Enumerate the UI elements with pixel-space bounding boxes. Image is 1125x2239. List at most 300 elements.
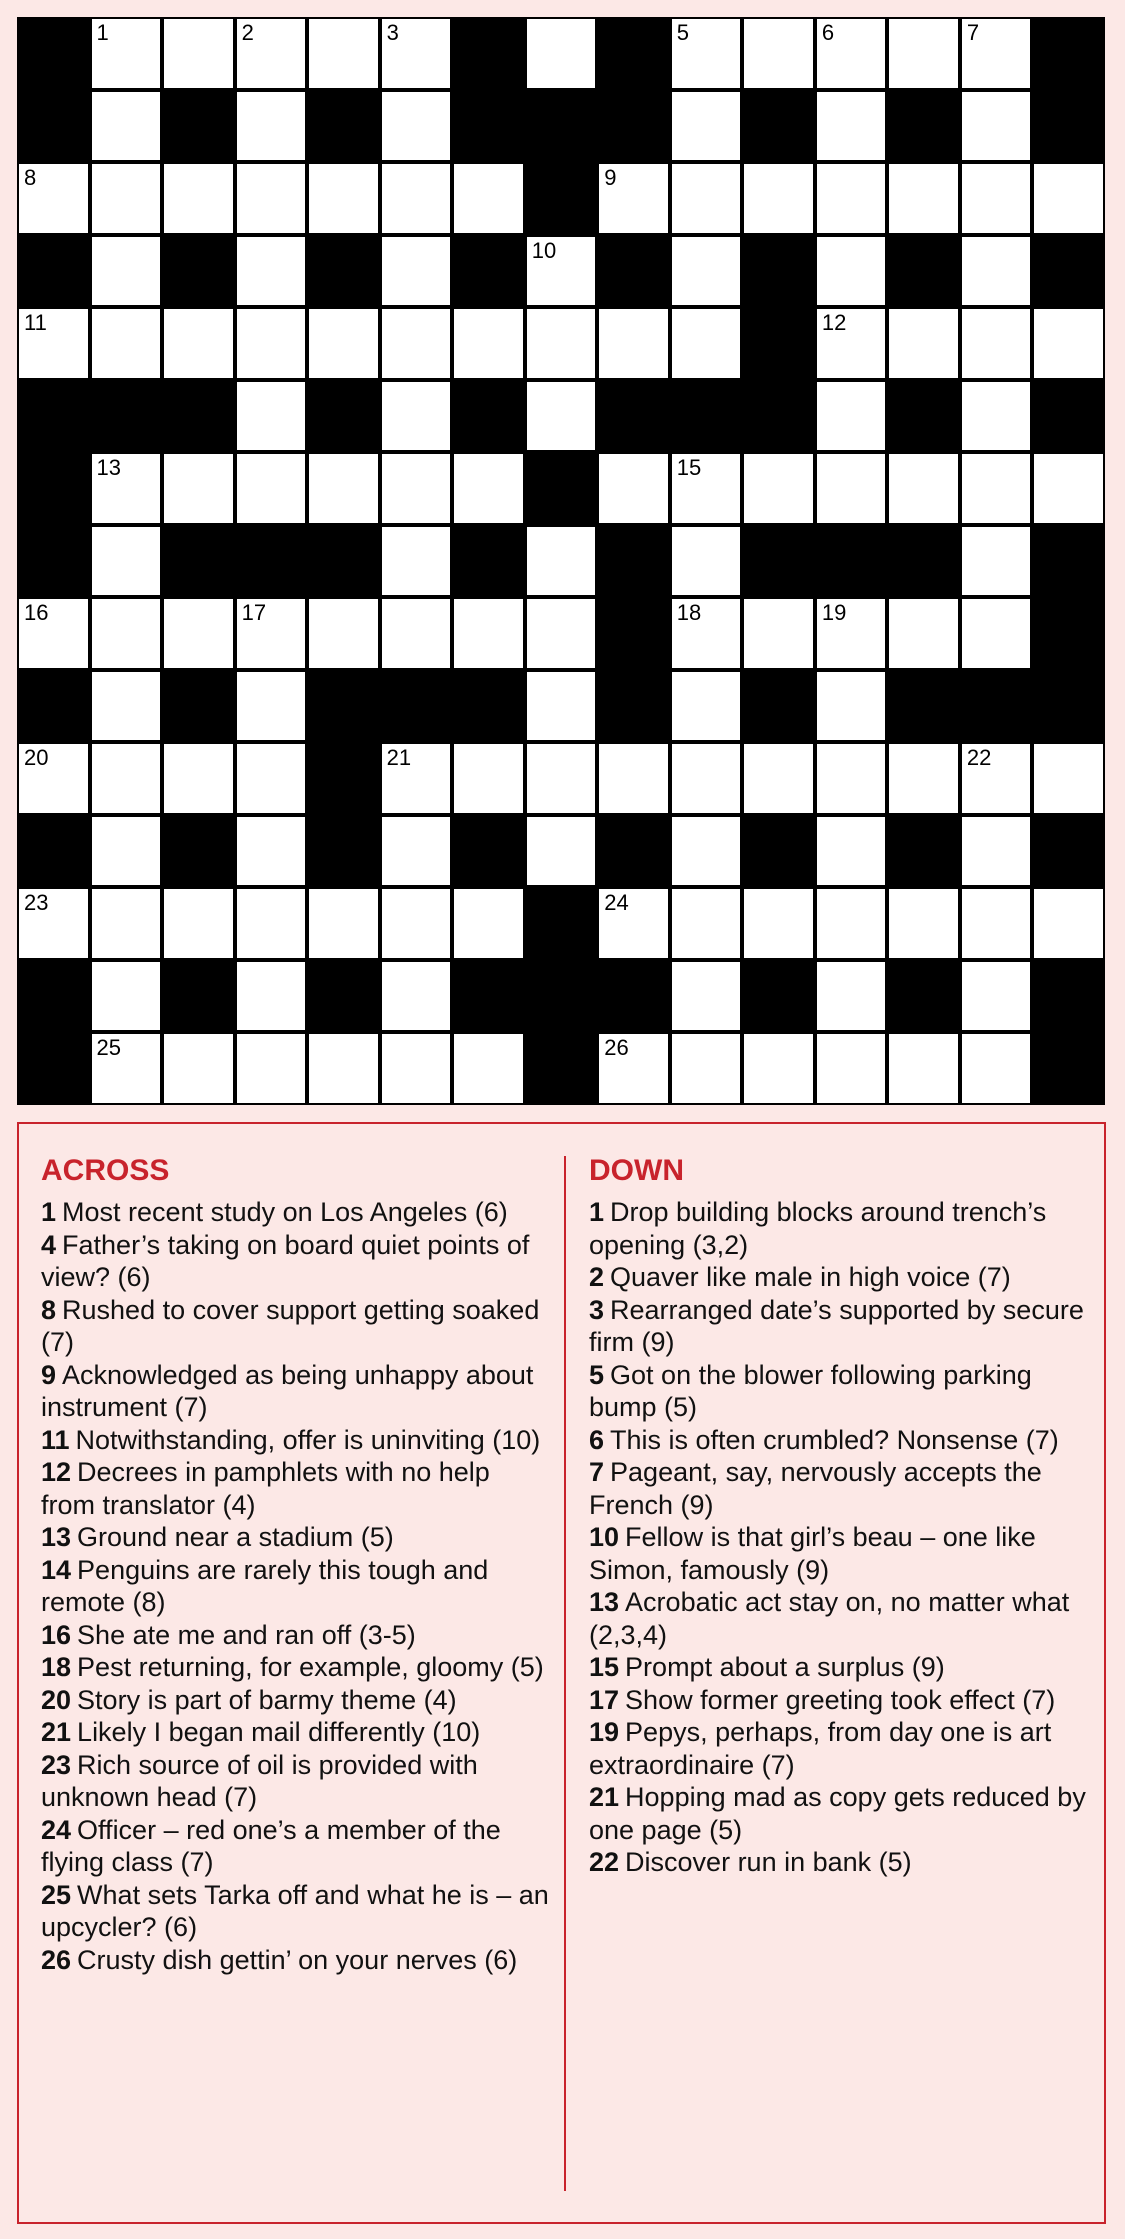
grid-cell[interactable]	[307, 17, 380, 90]
cell-number: 24	[604, 890, 629, 916]
grid-block	[17, 452, 90, 525]
grid-block	[452, 960, 525, 1033]
grid-block	[597, 960, 670, 1033]
grid-block	[525, 452, 598, 525]
grid-block	[887, 670, 960, 743]
grid-cell[interactable]	[960, 162, 1033, 235]
cell-number: 22	[966, 745, 992, 771]
grid-cell[interactable]	[742, 597, 815, 670]
down-clue	[589, 1456, 1089, 1521]
column-divider	[564, 1156, 566, 2191]
clue-number: 14	[41, 1554, 72, 1585]
grid-cell[interactable]	[525, 815, 598, 888]
cell-number: 19	[821, 600, 847, 626]
grid-cell[interactable]	[887, 162, 960, 235]
clue-number: 17	[589, 1684, 620, 1715]
grid-cell[interactable]	[742, 162, 815, 235]
grid-cell[interactable]	[525, 525, 598, 598]
grid-cell[interactable]	[887, 1032, 960, 1105]
grid-cell[interactable]	[960, 380, 1033, 453]
across-clue-list	[41, 1196, 551, 1976]
clue-number: 7	[589, 1457, 605, 1487]
cell-number: 13	[96, 455, 122, 481]
grid-cell[interactable]	[597, 887, 670, 960]
grid-block	[17, 380, 90, 453]
grid-cell[interactable]	[525, 670, 598, 743]
grid-cell[interactable]	[960, 90, 1033, 163]
grid-cell[interactable]	[815, 887, 888, 960]
grid-cell[interactable]	[597, 452, 670, 525]
grid-block	[307, 960, 380, 1033]
grid-block	[162, 960, 235, 1033]
down-clue	[589, 1781, 1089, 1846]
grid-block	[452, 815, 525, 888]
grid-cell[interactable]	[960, 17, 1033, 90]
down-clue-list	[589, 1196, 1089, 1879]
grid-cell[interactable]	[162, 307, 235, 380]
grid-cell[interactable]	[307, 597, 380, 670]
grid-cell[interactable]	[90, 235, 163, 308]
clue-text: Ground near a stadium (5)	[77, 1522, 394, 1552]
grid-cell[interactable]	[162, 1032, 235, 1105]
grid-cell[interactable]	[380, 815, 453, 888]
cell-number: 9	[604, 165, 617, 191]
grid-cell[interactable]	[452, 307, 525, 380]
grid-cell[interactable]	[815, 452, 888, 525]
grid-cell[interactable]	[90, 452, 163, 525]
grid-cell[interactable]	[235, 670, 308, 743]
grid-cell[interactable]	[307, 887, 380, 960]
grid-block	[1032, 815, 1105, 888]
grid-block	[1032, 525, 1105, 598]
cell-number: 2	[241, 20, 254, 45]
clue-text: Father’s taking on board quiet points of view? (6)	[41, 1229, 530, 1292]
grid-cell[interactable]	[742, 17, 815, 90]
grid-cell[interactable]	[235, 380, 308, 453]
clue-number: 21	[41, 1717, 72, 1747]
grid-block	[597, 815, 670, 888]
grid-block	[597, 235, 670, 308]
grid-cell[interactable]	[670, 162, 743, 235]
clue-number: 21	[589, 1782, 620, 1812]
grid-cell[interactable]	[162, 17, 235, 90]
grid-cell[interactable]	[670, 17, 743, 90]
grid-cell[interactable]	[815, 307, 888, 380]
cell-number: 23	[24, 890, 49, 916]
grid-block	[452, 17, 525, 90]
grid-cell[interactable]	[380, 452, 453, 525]
grid-cell[interactable]	[742, 1032, 815, 1105]
grid-cell[interactable]	[887, 452, 960, 525]
grid-cell[interactable]	[90, 162, 163, 235]
cell-number: 18	[676, 600, 702, 626]
cell-number: 8	[24, 165, 37, 191]
across-clue	[41, 1424, 551, 1457]
clue-number: 1	[589, 1197, 605, 1227]
grid-cell[interactable]	[670, 525, 743, 598]
grid-cell[interactable]	[960, 887, 1033, 960]
cell-number: 21	[386, 745, 412, 771]
grid-block	[597, 17, 670, 90]
grid-cell[interactable]	[670, 1032, 743, 1105]
grid-block	[90, 380, 163, 453]
grid-block	[162, 235, 235, 308]
clue-number: 1	[41, 1197, 57, 1227]
grid-block	[162, 815, 235, 888]
clue-number: 22	[589, 1847, 620, 1877]
down-clue	[589, 1846, 1089, 1879]
grid-block	[17, 1032, 90, 1105]
grid-cell[interactable]	[17, 887, 90, 960]
clue-text: Acknowledged as being unhappy about instrument (7)	[41, 1359, 534, 1422]
grid-block	[525, 90, 598, 163]
grid-cell[interactable]	[235, 887, 308, 960]
cell-number: 7	[966, 20, 980, 45]
clue-text: Crusty dish gettin’ on your nerves (6)	[77, 1944, 518, 1975]
down-column	[589, 1154, 1089, 1879]
grid-cell[interactable]	[670, 235, 743, 308]
grid-block	[742, 960, 815, 1033]
grid-block	[887, 90, 960, 163]
grid-cell[interactable]	[815, 162, 888, 235]
cell-number: 15	[676, 455, 702, 481]
grid-block	[525, 1032, 598, 1105]
grid-block	[307, 90, 380, 163]
grid-cell[interactable]	[235, 815, 308, 888]
across-clue	[41, 1814, 551, 1879]
clue-number: 18	[41, 1652, 72, 1682]
grid-block	[307, 742, 380, 815]
grid-cell[interactable]	[670, 90, 743, 163]
grid-cell[interactable]	[815, 597, 888, 670]
cell-number: 10	[531, 237, 557, 263]
clue-text: Story is part of barmy theme (4)	[77, 1684, 457, 1715]
grid-cell[interactable]	[452, 742, 525, 815]
clue-number: 15	[589, 1652, 620, 1682]
grid-cell[interactable]	[235, 1032, 308, 1105]
grid-cell[interactable]	[452, 597, 525, 670]
grid-cell[interactable]	[235, 742, 308, 815]
grid-block	[1032, 90, 1105, 163]
grid-cell[interactable]	[380, 887, 453, 960]
grid-cell[interactable]	[235, 162, 308, 235]
grid-cell[interactable]	[887, 307, 960, 380]
grid-cell[interactable]	[887, 742, 960, 815]
grid-cell[interactable]	[307, 307, 380, 380]
grid-cell[interactable]	[960, 597, 1033, 670]
grid-cell[interactable]	[235, 452, 308, 525]
grid-cell[interactable]	[815, 17, 888, 90]
across-clue	[41, 1554, 551, 1619]
grid-block	[742, 815, 815, 888]
grid-block	[742, 380, 815, 453]
grid-cell[interactable]	[380, 525, 453, 598]
grid-cell[interactable]	[960, 452, 1033, 525]
grid-cell[interactable]	[452, 887, 525, 960]
clue-number: 26	[41, 1944, 72, 1975]
down-clue	[589, 1424, 1089, 1457]
down-clue	[589, 1359, 1089, 1424]
grid-cell[interactable]	[90, 17, 163, 90]
grid-cell[interactable]	[90, 597, 163, 670]
grid-block	[452, 380, 525, 453]
grid-cell[interactable]	[815, 90, 888, 163]
clue-text: What sets Tarka off and what he is – an upcycler? (6)	[41, 1879, 549, 1942]
grid-cell[interactable]	[960, 815, 1033, 888]
grid-block	[525, 960, 598, 1033]
grid-cell[interactable]	[162, 742, 235, 815]
grid-cell[interactable]	[90, 960, 163, 1033]
grid-cell[interactable]	[597, 1032, 670, 1105]
clue-number: 8	[41, 1294, 57, 1325]
grid-cell[interactable]	[670, 670, 743, 743]
grid-block	[1032, 597, 1105, 670]
grid-cell[interactable]	[307, 1032, 380, 1105]
clue-text: Fellow is that girl’s beau – one like Simon, famously (9)	[589, 1522, 1036, 1585]
grid-cell[interactable]	[235, 235, 308, 308]
grid-block	[17, 235, 90, 308]
grid-cell[interactable]	[670, 887, 743, 960]
grid-cell[interactable]	[525, 380, 598, 453]
grid-cell[interactable]	[960, 525, 1033, 598]
down-clue	[589, 1684, 1089, 1717]
clue-text: Hopping mad as copy gets reduced by one page (5)	[589, 1782, 1086, 1845]
grid-block	[452, 670, 525, 743]
grid-cell[interactable]	[235, 17, 308, 90]
grid-cell[interactable]	[670, 452, 743, 525]
grid-cell[interactable]	[960, 1032, 1033, 1105]
grid-cell[interactable]	[1032, 452, 1105, 525]
grid-cell[interactable]	[90, 525, 163, 598]
clue-text: Notwithstanding, offer is uninviting (10)	[75, 1424, 541, 1455]
cell-number: 17	[241, 600, 267, 626]
across-clue	[41, 1651, 551, 1684]
grid-cell[interactable]	[90, 1032, 163, 1105]
down-clue	[589, 1521, 1089, 1586]
clue-text: Pepys, perhaps, from day one is art extraordinaire (7)	[589, 1717, 1052, 1780]
grid-block	[525, 162, 598, 235]
grid-cell[interactable]	[452, 162, 525, 235]
grid-cell[interactable]	[235, 90, 308, 163]
grid-block	[887, 235, 960, 308]
grid-cell[interactable]	[90, 670, 163, 743]
grid-cell[interactable]	[380, 235, 453, 308]
grid-block	[452, 235, 525, 308]
grid-block	[525, 887, 598, 960]
grid-cell[interactable]	[960, 235, 1033, 308]
grid-cell[interactable]	[90, 887, 163, 960]
grid-cell[interactable]	[162, 452, 235, 525]
grid-block	[17, 90, 90, 163]
grid-block	[597, 670, 670, 743]
grid-cell[interactable]	[525, 307, 598, 380]
grid-cell[interactable]	[742, 742, 815, 815]
grid-cell[interactable]	[670, 815, 743, 888]
cell-number: 25	[96, 1035, 122, 1061]
grid-cell[interactable]	[235, 307, 308, 380]
grid-block	[597, 90, 670, 163]
grid-block	[17, 17, 90, 90]
grid-cell[interactable]	[17, 742, 90, 815]
grid-block	[815, 525, 888, 598]
grid-cell[interactable]	[1032, 162, 1105, 235]
grid-block	[597, 380, 670, 453]
cell-number: 12	[821, 310, 847, 336]
grid-block	[597, 597, 670, 670]
clue-number: 24	[41, 1814, 72, 1845]
grid-cell[interactable]	[307, 162, 380, 235]
grid-block	[1032, 235, 1105, 308]
grid-cell[interactable]	[380, 1032, 453, 1105]
grid-cell[interactable]	[815, 235, 888, 308]
clue-text: Rushed to cover support getting soaked (7)	[41, 1294, 540, 1357]
grid-cell[interactable]	[90, 815, 163, 888]
clue-text: Most recent study on Los Angeles (6)	[62, 1197, 508, 1227]
grid-block	[380, 670, 453, 743]
across-column	[41, 1154, 551, 1976]
grid-cell[interactable]	[597, 307, 670, 380]
grid-cell[interactable]	[670, 307, 743, 380]
grid-cell[interactable]	[17, 597, 90, 670]
clue-text: Rearranged date’s supported by secure firm (9)	[589, 1294, 1084, 1357]
grid-cell[interactable]	[452, 452, 525, 525]
cell-number: 6	[821, 20, 835, 45]
grid-cell[interactable]	[815, 670, 888, 743]
grid-cell[interactable]	[525, 742, 598, 815]
grid-cell[interactable]	[815, 1032, 888, 1105]
grid-cell[interactable]	[670, 960, 743, 1033]
grid-cell[interactable]	[815, 742, 888, 815]
grid-block	[162, 380, 235, 453]
grid-cell[interactable]	[162, 887, 235, 960]
across-clue	[41, 1359, 551, 1424]
grid-block	[597, 525, 670, 598]
down-clue	[589, 1651, 1089, 1684]
grid-block	[235, 525, 308, 598]
grid-cell[interactable]	[597, 162, 670, 235]
down-clue	[589, 1261, 1089, 1294]
grid-block	[17, 815, 90, 888]
clue-text: Prompt about a surplus (9)	[625, 1652, 945, 1682]
grid-cell[interactable]	[90, 90, 163, 163]
grid-block	[307, 525, 380, 598]
clue-number: 11	[41, 1424, 70, 1455]
grid-cell[interactable]	[815, 815, 888, 888]
grid-cell[interactable]	[380, 597, 453, 670]
grid-cell[interactable]	[815, 960, 888, 1033]
across-heading: ACROSS	[41, 1154, 170, 1187]
clue-number: 3	[589, 1294, 605, 1325]
grid-block	[742, 525, 815, 598]
grid-block	[960, 670, 1033, 743]
grid-cell[interactable]	[380, 17, 453, 90]
grid-block	[452, 90, 525, 163]
across-clue	[41, 1619, 551, 1652]
grid-cell[interactable]	[670, 742, 743, 815]
grid-cell[interactable]	[887, 887, 960, 960]
grid-cell[interactable]	[162, 597, 235, 670]
grid-cell[interactable]	[1032, 742, 1105, 815]
grid-block	[307, 815, 380, 888]
grid-cell[interactable]	[380, 960, 453, 1033]
grid-block	[307, 235, 380, 308]
grid-block	[1032, 1032, 1105, 1105]
clue-number: 16	[41, 1619, 72, 1650]
grid-cell[interactable]	[235, 597, 308, 670]
clue-number: 6	[589, 1424, 605, 1455]
clue-text: Pest returning, for example, gloomy (5)	[77, 1652, 544, 1682]
clue-number: 4	[41, 1229, 57, 1260]
cell-number: 11	[24, 310, 47, 336]
grid-cell[interactable]	[380, 307, 453, 380]
across-clue	[41, 1879, 551, 1944]
clue-number: 9	[41, 1359, 57, 1390]
grid-block	[742, 235, 815, 308]
clue-text: She ate me and ran off (3-5)	[77, 1619, 416, 1650]
grid-cell[interactable]	[597, 742, 670, 815]
cell-number: 26	[604, 1035, 629, 1061]
clue-text: Pageant, say, nervously accepts the French (9)	[589, 1457, 1042, 1520]
cell-number: 1	[96, 20, 109, 45]
across-clue	[41, 1229, 551, 1294]
grid-cell[interactable]	[380, 162, 453, 235]
grid-cell[interactable]	[525, 17, 598, 90]
clue-text: Penguins are rarely this tough and remote (8)	[41, 1554, 489, 1617]
grid-block	[17, 670, 90, 743]
grid-cell[interactable]	[162, 162, 235, 235]
grid-cell[interactable]	[307, 452, 380, 525]
grid-block	[307, 670, 380, 743]
clue-text: Decrees in pamphlets with no help from translator (4)	[41, 1457, 490, 1520]
grid-cell[interactable]	[742, 452, 815, 525]
across-clue	[41, 1749, 551, 1814]
grid-cell[interactable]	[960, 742, 1033, 815]
grid-cell[interactable]	[525, 597, 598, 670]
grid-cell[interactable]	[380, 90, 453, 163]
grid-block	[307, 380, 380, 453]
grid-block	[1032, 380, 1105, 453]
across-clue	[41, 1716, 551, 1749]
grid-block	[162, 90, 235, 163]
grid-cell[interactable]	[887, 17, 960, 90]
grid-cell[interactable]	[380, 742, 453, 815]
across-clue	[41, 1521, 551, 1554]
crossword-grid	[17, 17, 1105, 1105]
grid-cell[interactable]	[90, 307, 163, 380]
grid-cell[interactable]	[90, 742, 163, 815]
grid-cell[interactable]	[17, 162, 90, 235]
across-clue	[41, 1196, 551, 1229]
clue-number: 13	[589, 1587, 620, 1617]
down-clue	[589, 1294, 1089, 1359]
clue-number: 25	[41, 1879, 72, 1910]
grid-cell[interactable]	[235, 960, 308, 1033]
grid-cell[interactable]	[670, 597, 743, 670]
clue-text: This is often crumbled? Nonsense (7)	[610, 1424, 1059, 1455]
grid-cell[interactable]	[887, 597, 960, 670]
grid-cell[interactable]	[960, 307, 1033, 380]
grid-cell[interactable]	[742, 887, 815, 960]
grid-cell[interactable]	[452, 1032, 525, 1105]
grid-cell[interactable]	[380, 380, 453, 453]
grid-cell[interactable]	[960, 960, 1033, 1033]
grid-cell[interactable]	[525, 235, 598, 308]
grid-cell[interactable]	[815, 380, 888, 453]
grid-cell[interactable]	[1032, 887, 1105, 960]
grid-cell[interactable]	[17, 307, 90, 380]
grid-cell[interactable]	[1032, 307, 1105, 380]
grid-block	[162, 670, 235, 743]
